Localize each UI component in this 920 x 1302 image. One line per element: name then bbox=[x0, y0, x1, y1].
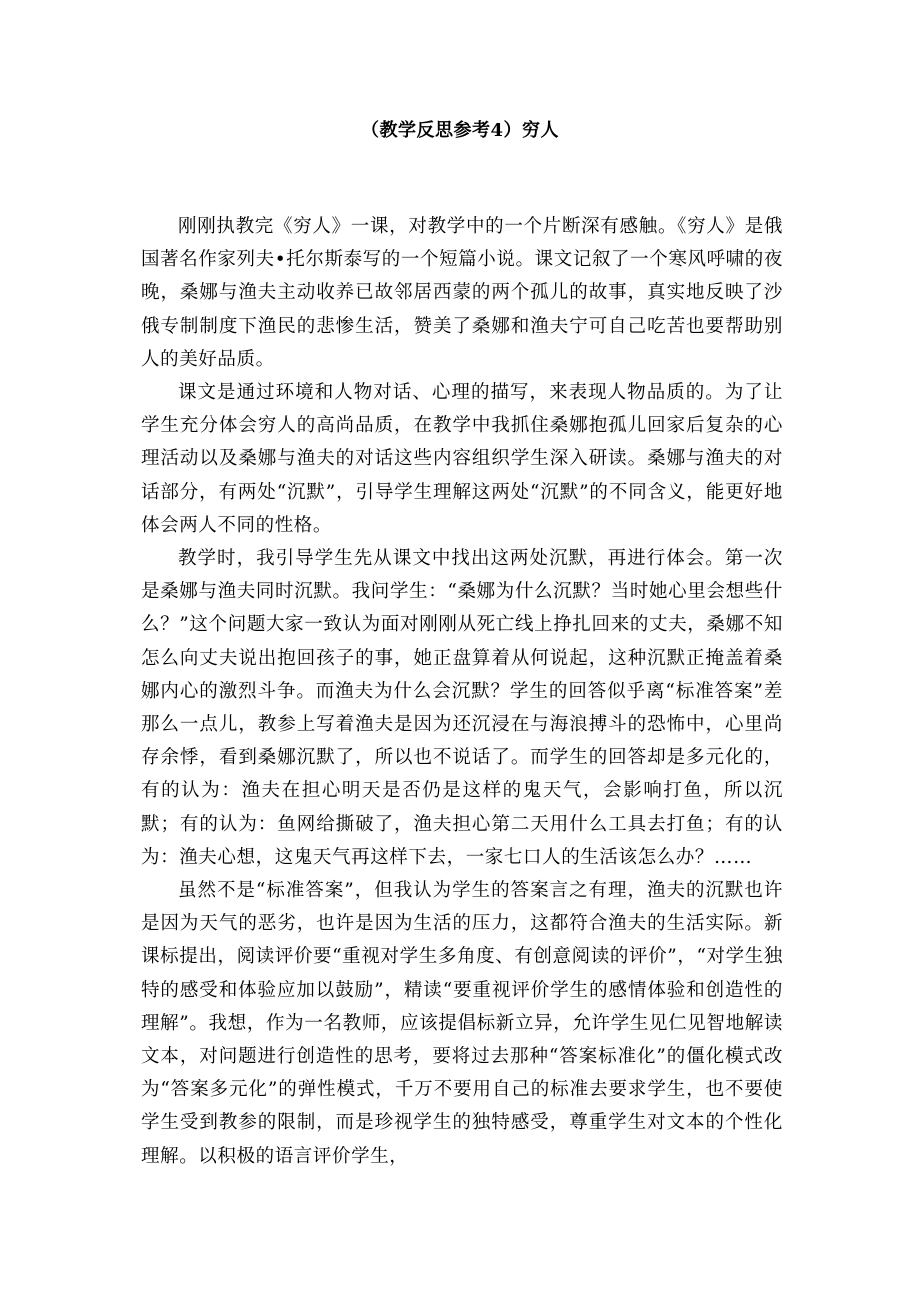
paragraph-4: 虽然不是“标准答案”，但我认为学生的答案言之有理，渔夫的沉默也许是因为天气的恶劣，也许是因为生活的压力，这都符合渔夫的生活实际。新课标提出，阅读评价要“重视对学生多角度、有创意阅读的评价”，“对学生独特的感受和体验应加以鼓励”，精读“要重视评价学生的感情体验和创造性的理解”。我想，作为一名教师，应该提倡标新立异，允许学生见仁见智地解读文本，对问题进行创造性的思考，要将过去那种“答案标准化”的僵化模式改为“答案多元化”的弹性模式，千万不要用自己的标准去要求学生，也不要使学生受到教参的限制，而是珍视学生的独特感受，尊重学生对文本的个性化理解。以积极的语言评价学生， bbox=[141, 880, 783, 1167]
paragraph-2: 课文是通过环境和人物对话、心理的描写，来表现人物品质的。为了让学生充分体会穷人的高尚品质，在教学中我抓住桑娜抱孤儿回家后复杂的心理活动以及桑娜与渔夫的对话这些内容组织学生深入研读。桑娜与渔夫的对话部分，有两处“沉默”，引导学生理解这两处“沉默”的不同含义，能更好地体会两人不同的性格。 bbox=[141, 382, 783, 536]
document-body bbox=[141, 210, 783, 1173]
paragraph-1: 刚刚执教完《穷人》一课，对教学中的一个片断深有感触。《穷人》是俄国著名作家列夫•托尔斯泰写的一个短篇小说。课文记叙了一个寒风呼啸的夜晚，桑娜与渔夫主动收养已故邻居西蒙的两个孤儿的故事，真实地反映了沙俄专制制度下渔民的悲惨生活，赞美了桑娜和渔夫宁可自己吃苦也要帮助别人的美好品质。 bbox=[141, 216, 783, 370]
paragraph-3: 教学时，我引导学生先从课文中找出这两处沉默，再进行体会。第一次是桑娜与渔夫同时沉默。我问学生：“桑娜为什么沉默？当时她心里会想些什么？”这个问题大家一致认为面对刚刚从死亡线上挣扎回来的丈夫，桑娜不知怎么向丈夫说出抱回孩子的事，她正盘算着从何说起，这种沉默正掩盖着桑娜内心的激烈斗争。而渔夫为什么会沉默？学生的回答似乎离“标准答案”差那么一点儿，教参上写着渔夫是因为还沉浸在与海浪搏斗的恐怖中，心里尚存余悸，看到桑娜沉默了，所以也不说话了。而学生的回答却是多元化的，有的认为：渔夫在担心明天是否仍是这样的鬼天气，会影响打鱼，所以沉默；有的认为：鱼网给撕破了，渔夫担心第二天用什么工具去打鱼；有的认为：渔夫心想，这鬼天气再这样下去，一家七口人的生活该怎么办？…… bbox=[141, 548, 783, 868]
document-title: （教学反思参考4）穷人 bbox=[360, 120, 560, 141]
